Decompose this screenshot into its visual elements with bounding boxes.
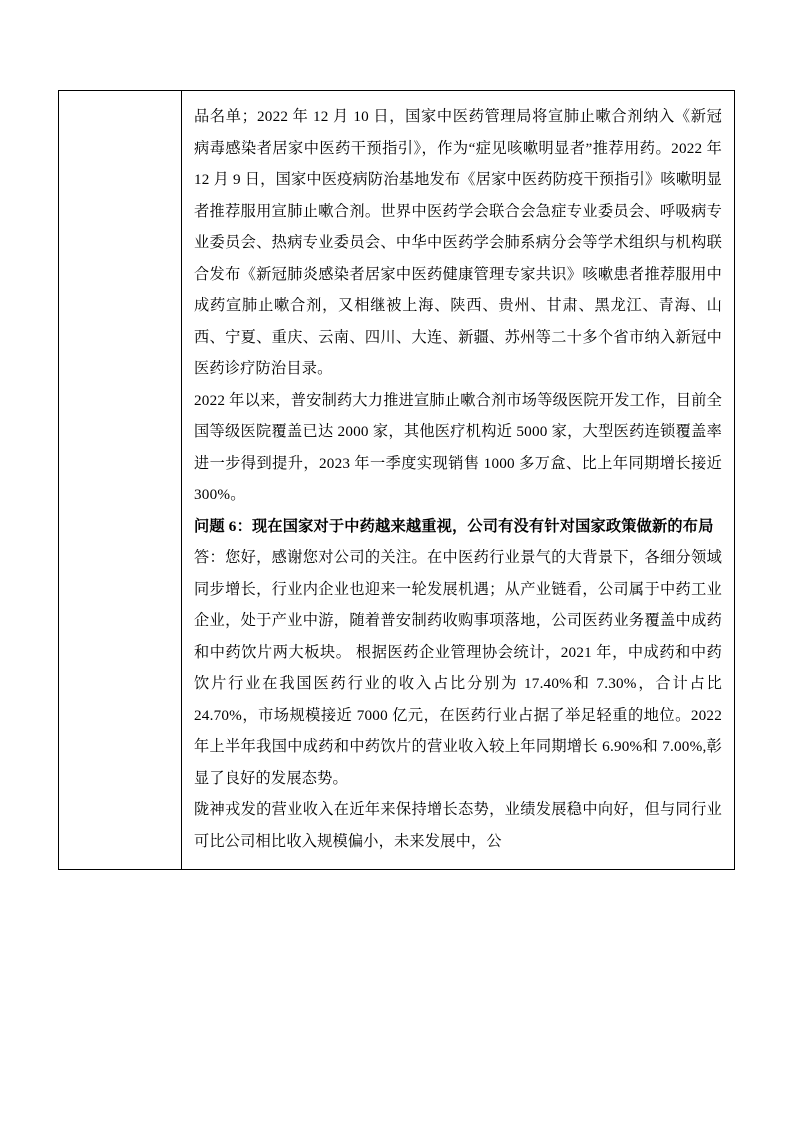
table-cell-body [182,91,735,870]
label-cell-content [59,91,181,113]
body-cell-content [182,91,734,869]
table-row [59,91,735,870]
paragraph-market-development: 2022 年以来，普安制药大力推进宣肺止嗽合剂市场等级医院开发工作，目前全国等级医院覆盖已达 2000 家，其他医疗机构近 5000 家，大型医药连锁覆盖率进一步得到提升，2023 年一季度实现销售 1000 多万盒、比上年同期增长接近 300%。 [194,391,722,503]
paragraph-product-list: 品名单；2022 年 12 月 10 日，国家中医药管理局将宣肺止嗽合剂纳入《新冠病毒感染者居家中医药干预指引》，作为“症见咳嗽明显者”推荐用药。2022 年 12 月 9 日，国家中医疫病防治基地发布《居家中医药防疫干预指引》咳嗽明显者推荐服用宣肺止嗽合剂。世界中医药学会联合会急症专业委员会、呼吸病专业委员会、热病专业委员会、中华中医药学会肺系病分会等学术组织与机构联合发布《新冠肺炎感染者居家中医药健康管理专家共识》咳嗽患者推荐服用中成药宣肺止嗽合剂，又相继被上海、陕西、贵州、甘肃、黑龙江、青海、山西、宁夏、重庆、云南、四川、大连、新疆、苏州等二十多个省市纳入新冠中医药诊疗防治目录。 [194,108,722,377]
content-table [58,90,735,870]
question-heading-6: 问题 6：现在国家对于中药越来越重视，公司有没有针对国家政策做新的布局 [194,517,714,535]
table-cell-label [59,91,182,870]
paragraph-answer-6: 答：您好，感谢您对公司的关注。在中医药行业景气的大背景下，各细分领域同步增长，行业内企业也迎来一轮发展机遇；从产业链看，公司属于中药工业企业，处于产业中游，随着普安制药收购事项落地，公司医药业务覆盖中成药和中药饮片两大板块。 根据医药企业管理协会统计，2021 年，中成药和中药饮片行业在我国医药行业的收入占比分别为 17.40%和 7.30%，合计占比 24.70%，市场规模接近 7000 亿元，在医药行业占据了举足轻重的地位。2022 年上半年我国中成药和中药饮片的营业收入较上年同期增长 6.90%和 7.00%,彰显了良好的发展态势。 [194,549,722,787]
paragraph-revenue-outlook: 陇神戎发的营业收入在近年来保持增长态势，业绩发展稳中向好，但与同行业可比公司相比收入规模偏小，未来发展中，公 [194,801,722,850]
